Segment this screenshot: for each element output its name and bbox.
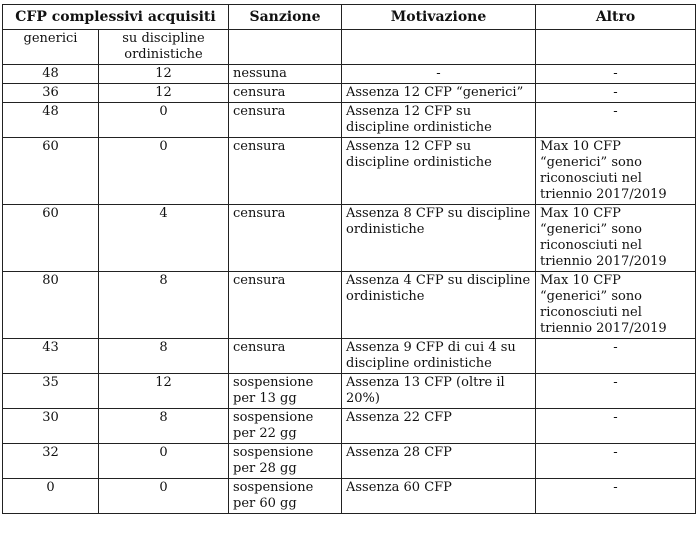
cell-generici: 36 [3,84,99,103]
cfp-sanctions-table [2,4,696,514]
cell-generici: 30 [3,409,99,444]
cell-generici: 48 [3,65,99,84]
cell-ordinistiche: 0 [99,444,229,479]
subheader-empty-sanzione [229,30,342,65]
cell-generici: 0 [3,479,99,514]
cell-generici: 80 [3,272,99,339]
cell-sanzione: censura [229,205,342,272]
cell-generici: 43 [3,339,99,374]
cell-generici: 60 [3,205,99,272]
subheader-ordinistiche: su discipline ordinistiche [99,30,229,65]
cell-motivazione: Assenza 12 CFP su discipline ordinistiche [342,103,536,138]
cell-generici: 60 [3,138,99,205]
cell-altro: - [536,374,696,409]
table-row [3,272,696,339]
cell-ordinistiche: 0 [99,138,229,205]
cell-motivazione: Assenza 12 CFP su discipline ordinistiche [342,138,536,205]
cell-ordinistiche: 4 [99,205,229,272]
table-row [3,65,696,84]
cell-motivazione: Assenza 60 CFP [342,479,536,514]
cell-ordinistiche: 12 [99,65,229,84]
header-sanzione: Sanzione [229,5,342,30]
table-body [3,65,696,514]
cell-motivazione: - [342,65,536,84]
cell-sanzione: sospensione per 13 gg [229,374,342,409]
cell-motivazione: Assenza 12 CFP “generici” [342,84,536,103]
cell-altro: Max 10 CFP “generici” sono riconosciuti nel triennio 2017/2019 [536,205,696,272]
cell-motivazione: Assenza 22 CFP [342,409,536,444]
cell-ordinistiche: 12 [99,374,229,409]
cell-motivazione: Assenza 9 CFP di cui 4 su discipline ordinistiche [342,339,536,374]
table-row [3,409,696,444]
table-row [3,205,696,272]
table-row [3,479,696,514]
subheader-generici: generici [3,30,99,65]
table-row [3,374,696,409]
cell-altro: Max 10 CFP “generici” sono riconosciuti nel triennio 2017/2019 [536,272,696,339]
table-header [3,5,696,65]
cell-altro: - [536,444,696,479]
header-cfp: CFP complessivi acquisiti [3,5,229,30]
cell-sanzione: sospensione per 60 gg [229,479,342,514]
subheader-empty-altro [536,30,696,65]
subheader-row [3,30,696,65]
cell-sanzione: censura [229,138,342,205]
cell-ordinistiche: 8 [99,409,229,444]
cell-altro: - [536,84,696,103]
header-motivazione: Motivazione [342,5,536,30]
cell-altro: - [536,339,696,374]
cell-ordinistiche: 0 [99,103,229,138]
cell-motivazione: Assenza 4 CFP su discipline ordinistiche [342,272,536,339]
cell-altro: - [536,103,696,138]
cell-sanzione: censura [229,84,342,103]
table-row [3,84,696,103]
cell-altro: - [536,479,696,514]
cell-motivazione: Assenza 13 CFP (oltre il 20%) [342,374,536,409]
table-row [3,339,696,374]
table-row [3,103,696,138]
header-altro: Altro [536,5,696,30]
subheader-empty-motivazione [342,30,536,65]
cell-altro: - [536,65,696,84]
cell-sanzione: sospensione per 28 gg [229,444,342,479]
cell-ordinistiche: 12 [99,84,229,103]
cell-altro: - [536,409,696,444]
header-row [3,5,696,30]
cell-ordinistiche: 0 [99,479,229,514]
cell-sanzione: sospensione per 22 gg [229,409,342,444]
cell-generici: 35 [3,374,99,409]
cell-sanzione: censura [229,272,342,339]
cell-generici: 48 [3,103,99,138]
cell-motivazione: Assenza 8 CFP su discipline ordinistiche [342,205,536,272]
cell-altro: Max 10 CFP “generici” sono riconosciuti nel triennio 2017/2019 [536,138,696,205]
table-row [3,444,696,479]
table-row [3,138,696,205]
cell-sanzione: censura [229,103,342,138]
cell-generici: 32 [3,444,99,479]
cell-ordinistiche: 8 [99,272,229,339]
cell-ordinistiche: 8 [99,339,229,374]
cell-sanzione: nessuna [229,65,342,84]
cell-motivazione: Assenza 28 CFP [342,444,536,479]
cell-sanzione: censura [229,339,342,374]
cfp-sanctions-table-wrapper [2,4,696,514]
